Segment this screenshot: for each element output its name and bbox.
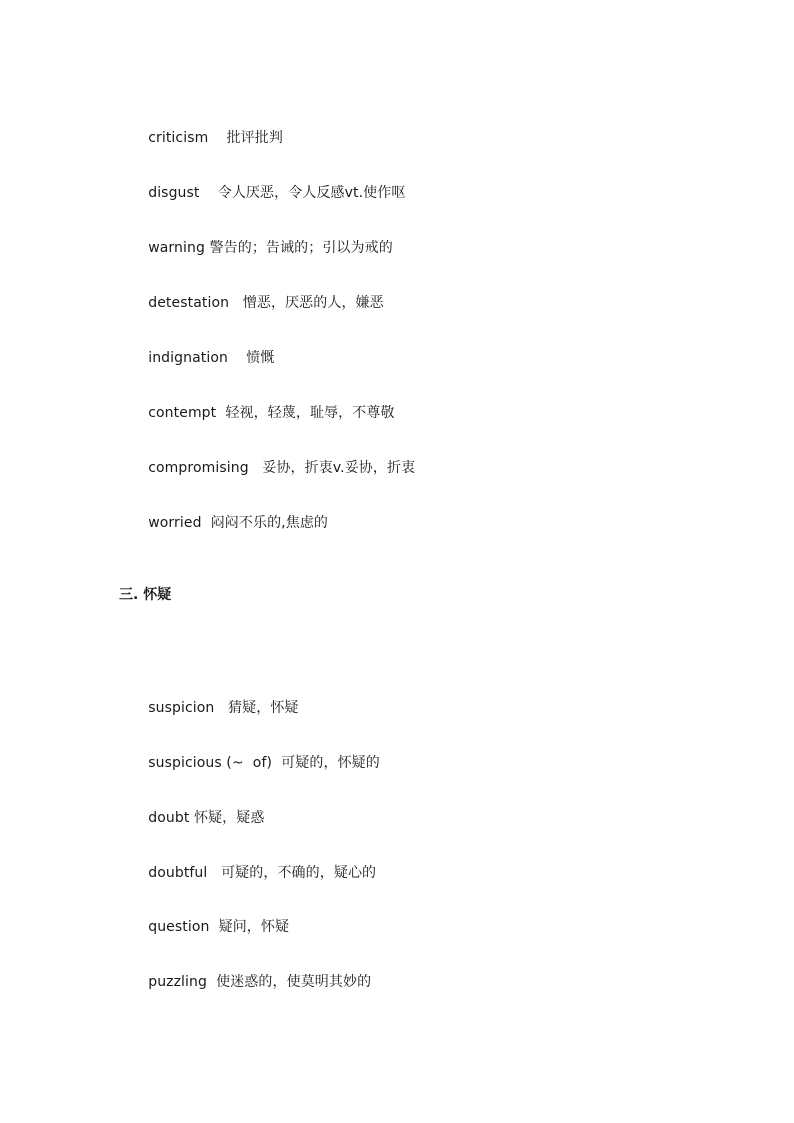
- vocab-gloss: 猜疑，怀疑: [228, 700, 299, 716]
- vocab-word: disgust: [148, 185, 200, 201]
- vocab-word: criticism: [148, 130, 209, 146]
- vocab-entry: [130, 733, 380, 793]
- vocab-entry: [130, 273, 384, 333]
- vocab-gloss: 警告的；告诫的；引以为戒的: [209, 240, 393, 256]
- vocab-entry: [130, 108, 283, 168]
- vocab-word: compromising: [148, 460, 249, 476]
- vocab-word: suspicion: [148, 700, 215, 716]
- section-heading: 三. 怀疑: [119, 587, 172, 603]
- vocab-entry: [130, 952, 371, 1012]
- vocab-entry: [130, 843, 376, 903]
- vocab-word: doubt: [148, 810, 190, 826]
- vocab-word: suspicious (~ of): [148, 755, 273, 771]
- vocab-entry: [130, 493, 328, 553]
- vocab-word: detestation: [148, 295, 230, 311]
- vocab-entry: [130, 328, 274, 388]
- vocab-gloss: 怀疑，疑惑: [193, 810, 265, 826]
- vocab-word: doubtful: [148, 865, 208, 881]
- vocab-word: contempt: [148, 405, 217, 421]
- vocab-gloss: 令人厌恶，令人反感vt.使作呕: [217, 185, 406, 201]
- vocab-gloss: 愤慨: [246, 350, 275, 366]
- vocab-gloss: 批评批判: [226, 130, 283, 146]
- vocab-gloss: 轻视，轻蔑，耻辱，不尊敬: [225, 405, 395, 421]
- vocab-word: indignation: [148, 350, 228, 366]
- vocab-entry: [130, 788, 264, 848]
- vocab-entry: [130, 383, 395, 443]
- vocab-gloss: 可疑的，怀疑的: [281, 755, 380, 771]
- vocab-entry: [130, 218, 393, 278]
- vocab-gloss: 可疑的，不确的，疑心的: [221, 865, 377, 881]
- vocab-word: puzzling: [148, 974, 207, 990]
- vocab-gloss: 妥协，折衷v.妥协，折衷: [262, 460, 416, 476]
- vocab-entry: [130, 163, 405, 223]
- vocab-gloss: 闷闷不乐的,焦虑的: [210, 515, 329, 531]
- vocab-entry: [130, 897, 289, 957]
- vocab-gloss: 憎恶，厌恶的人，嫌恶: [242, 295, 384, 311]
- vocab-gloss: 疑问，怀疑: [218, 919, 290, 935]
- vocab-gloss: 使迷惑的，使莫明其妙的: [216, 974, 372, 990]
- vocab-word: warning: [148, 240, 205, 256]
- vocab-entry: [130, 438, 415, 498]
- vocab-entry: [130, 678, 299, 738]
- vocab-word: worried: [148, 515, 202, 531]
- vocab-word: question: [148, 919, 210, 935]
